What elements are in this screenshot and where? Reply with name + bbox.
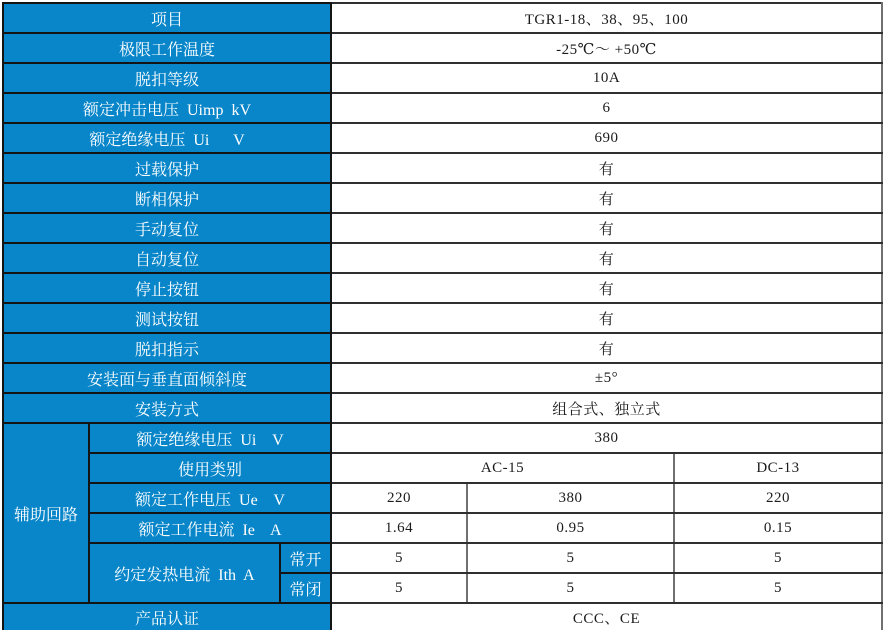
row-label: 停止按钮: [3, 273, 331, 303]
table-row-aux-category: [3, 453, 882, 483]
category-dc-value: DC-13: [674, 453, 882, 483]
row-value: CCC、CE: [331, 603, 882, 630]
table-row: [3, 93, 882, 123]
thermal-no-value-2: 5: [467, 543, 674, 573]
row-label: 脱扣指示: [3, 333, 331, 363]
row-label: 安装方式: [3, 393, 331, 423]
table-row: [3, 243, 882, 273]
row-label: 过载保护: [3, 153, 331, 183]
table-row: [3, 153, 882, 183]
row-value: 有: [331, 273, 882, 303]
table-row: [3, 333, 882, 363]
row-value: 690: [331, 123, 882, 153]
row-value: 有: [331, 333, 882, 363]
row-label: 约定发热电流 Ith A: [89, 543, 280, 603]
table-row: [3, 33, 882, 63]
current-value-1: 1.64: [331, 513, 467, 543]
row-label: 项目: [3, 3, 331, 33]
row-label: 自动复位: [3, 243, 331, 273]
thermal-no-value-3: 5: [674, 543, 882, 573]
row-label: 额定工作电流 Ie A: [89, 513, 331, 543]
row-value: TGR1-18、38、95、100: [331, 3, 882, 33]
table-row-aux-insulation: [3, 423, 882, 453]
row-label: 额定绝缘电压 Ui V: [89, 423, 331, 453]
table-row: [3, 3, 882, 33]
row-label: 手动复位: [3, 213, 331, 243]
current-value-2: 0.95: [467, 513, 674, 543]
row-value: 有: [331, 153, 882, 183]
table-row-aux-thermal-no: [3, 543, 882, 573]
row-label: 额定冲击电压 Uimp kV: [3, 93, 331, 123]
row-value: ±5°: [331, 363, 882, 393]
voltage-value-3: 220: [674, 483, 882, 513]
row-label: 产品认证: [3, 603, 331, 630]
row-value: 有: [331, 213, 882, 243]
thermal-nc-value-2: 5: [467, 573, 674, 603]
thermal-nc-value-1: 5: [331, 573, 467, 603]
row-value: 380: [331, 423, 882, 453]
row-label: 断相保护: [3, 183, 331, 213]
row-label: 额定工作电压 Ue V: [89, 483, 331, 513]
voltage-value-1: 220: [331, 483, 467, 513]
current-value-3: 0.15: [674, 513, 882, 543]
table-row: [3, 183, 882, 213]
voltage-value-2: 380: [467, 483, 674, 513]
table-row: [3, 213, 882, 243]
row-label: 极限工作温度: [3, 33, 331, 63]
row-value: 6: [331, 93, 882, 123]
row-label: 测试按钮: [3, 303, 331, 333]
row-value: 有: [331, 303, 882, 333]
row-label: 使用类别: [89, 453, 331, 483]
table-row-aux-current: [3, 513, 882, 543]
table-row-certification: [3, 603, 882, 630]
table-row: [3, 123, 882, 153]
row-label: 额定绝缘电压 Ui V: [3, 123, 331, 153]
aux-group-label: 辅助回路: [3, 423, 89, 603]
thermal-nc-label: 常闭: [280, 573, 331, 603]
table-row-aux-voltage: [3, 483, 882, 513]
table-row: [3, 303, 882, 333]
thermal-nc-value-3: 5: [674, 573, 882, 603]
thermal-no-label: 常开: [280, 543, 331, 573]
table-row: [3, 273, 882, 303]
row-label: 脱扣等级: [3, 63, 331, 93]
row-value: 有: [331, 183, 882, 213]
row-value: 有: [331, 243, 882, 273]
row-value: 10A: [331, 63, 882, 93]
row-value: -25℃～ +50℃: [331, 33, 882, 63]
row-label: 安装面与垂直面倾斜度: [3, 363, 331, 393]
spec-table: [2, 2, 883, 630]
table-row: [3, 63, 882, 93]
row-value: 组合式、独立式: [331, 393, 882, 423]
category-ac-value: AC-15: [331, 453, 674, 483]
thermal-no-value-1: 5: [331, 543, 467, 573]
table-row: [3, 363, 882, 393]
table-row: [3, 393, 882, 423]
